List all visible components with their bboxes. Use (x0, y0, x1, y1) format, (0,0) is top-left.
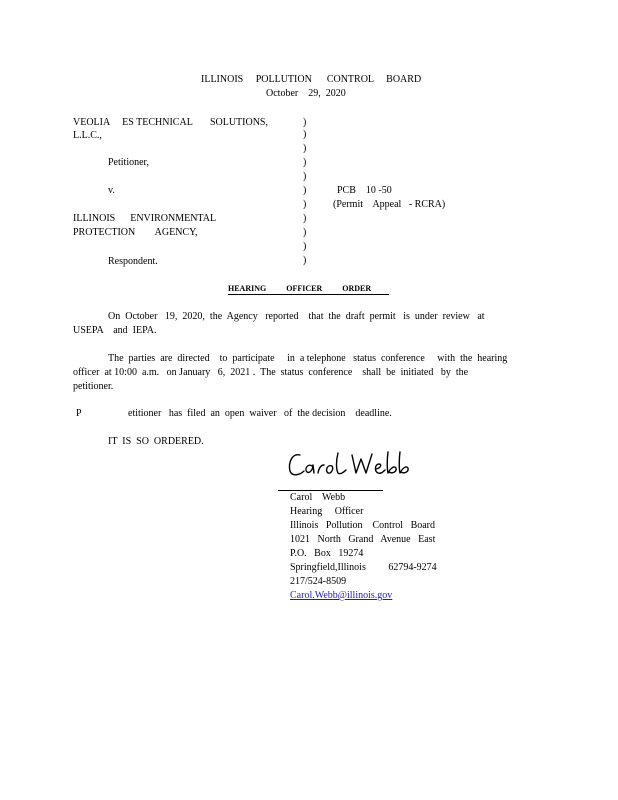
para2-line2: officer at 10:00 a.m. on January 6, 2021 . The status conference shall be initiated by the (73, 367, 469, 378)
signer-org: Illinois Pollution Control Board (290, 520, 436, 531)
respondent-label: Respondent. (108, 256, 158, 267)
para1-line2: USEPA and IEPA. (73, 325, 157, 336)
caption-paren: ) (303, 213, 307, 224)
caption-paren: ) (303, 255, 307, 266)
para3-text: etitioner has filed an open waiver of the decision deadline. (128, 408, 392, 419)
respondent-name-line1: ILLINOIS ENVIRONMENTAL (73, 213, 217, 224)
signer-city: Springfield,Illinois 62794-9274 (290, 562, 437, 573)
signer-title: Hearing Officer (290, 506, 364, 517)
para2-line3: petitioner. (73, 381, 114, 392)
para3-initial: P (76, 408, 82, 419)
order-title: HEARING OFFICER ORDER (228, 284, 372, 293)
closing-line: IT IS SO ORDERED. (108, 436, 204, 447)
caption-paren: ) (303, 185, 307, 196)
para1-line1: On October 19, 2020, the Agency reported that the draft permit is under review at (108, 311, 485, 322)
versus-label: v. (108, 185, 115, 196)
board-name: ILLINOIS POLLUTION CONTROL BOARD (201, 74, 422, 85)
caption-paren: ) (303, 157, 307, 168)
signer-phone: 217/524-8509 (290, 576, 347, 587)
respondent-name-line2: PROTECTION AGENCY, (73, 227, 198, 238)
caption-paren: ) (303, 199, 307, 210)
handwritten-signature (286, 449, 416, 481)
order-date: October 29, 2020 (266, 88, 346, 99)
caption-paren: ) (303, 227, 307, 238)
caption-paren: ) (303, 171, 307, 182)
para2-line1: The parties are directed to participate in a telephone status conference with the hearing (108, 353, 508, 364)
signer-name: Carol Webb (290, 492, 346, 503)
caption-paren: ) (303, 117, 307, 128)
signer-email-link[interactable]: Carol.Webb@illinois.gov (290, 590, 393, 601)
signer-street: 1021 North Grand Avenue East (290, 534, 436, 545)
caption-paren: ) (303, 143, 307, 154)
signer-po-box: P.O. Box 19274 (290, 548, 364, 559)
caption-paren: ) (303, 129, 307, 140)
caption-paren: ) (303, 241, 307, 252)
case-number: PCB 10 -50 (337, 185, 392, 196)
petitioner-name-line2: L.L.C., (73, 130, 102, 141)
petitioner-label: Petitioner, (108, 157, 149, 168)
signature-line (278, 490, 383, 491)
case-type: (Permit Appeal - RCRA) (333, 199, 446, 210)
title-underline (228, 294, 389, 295)
petitioner-name-line1: VEOLIA ES TECHNICAL SOLUTIONS, (73, 117, 268, 128)
